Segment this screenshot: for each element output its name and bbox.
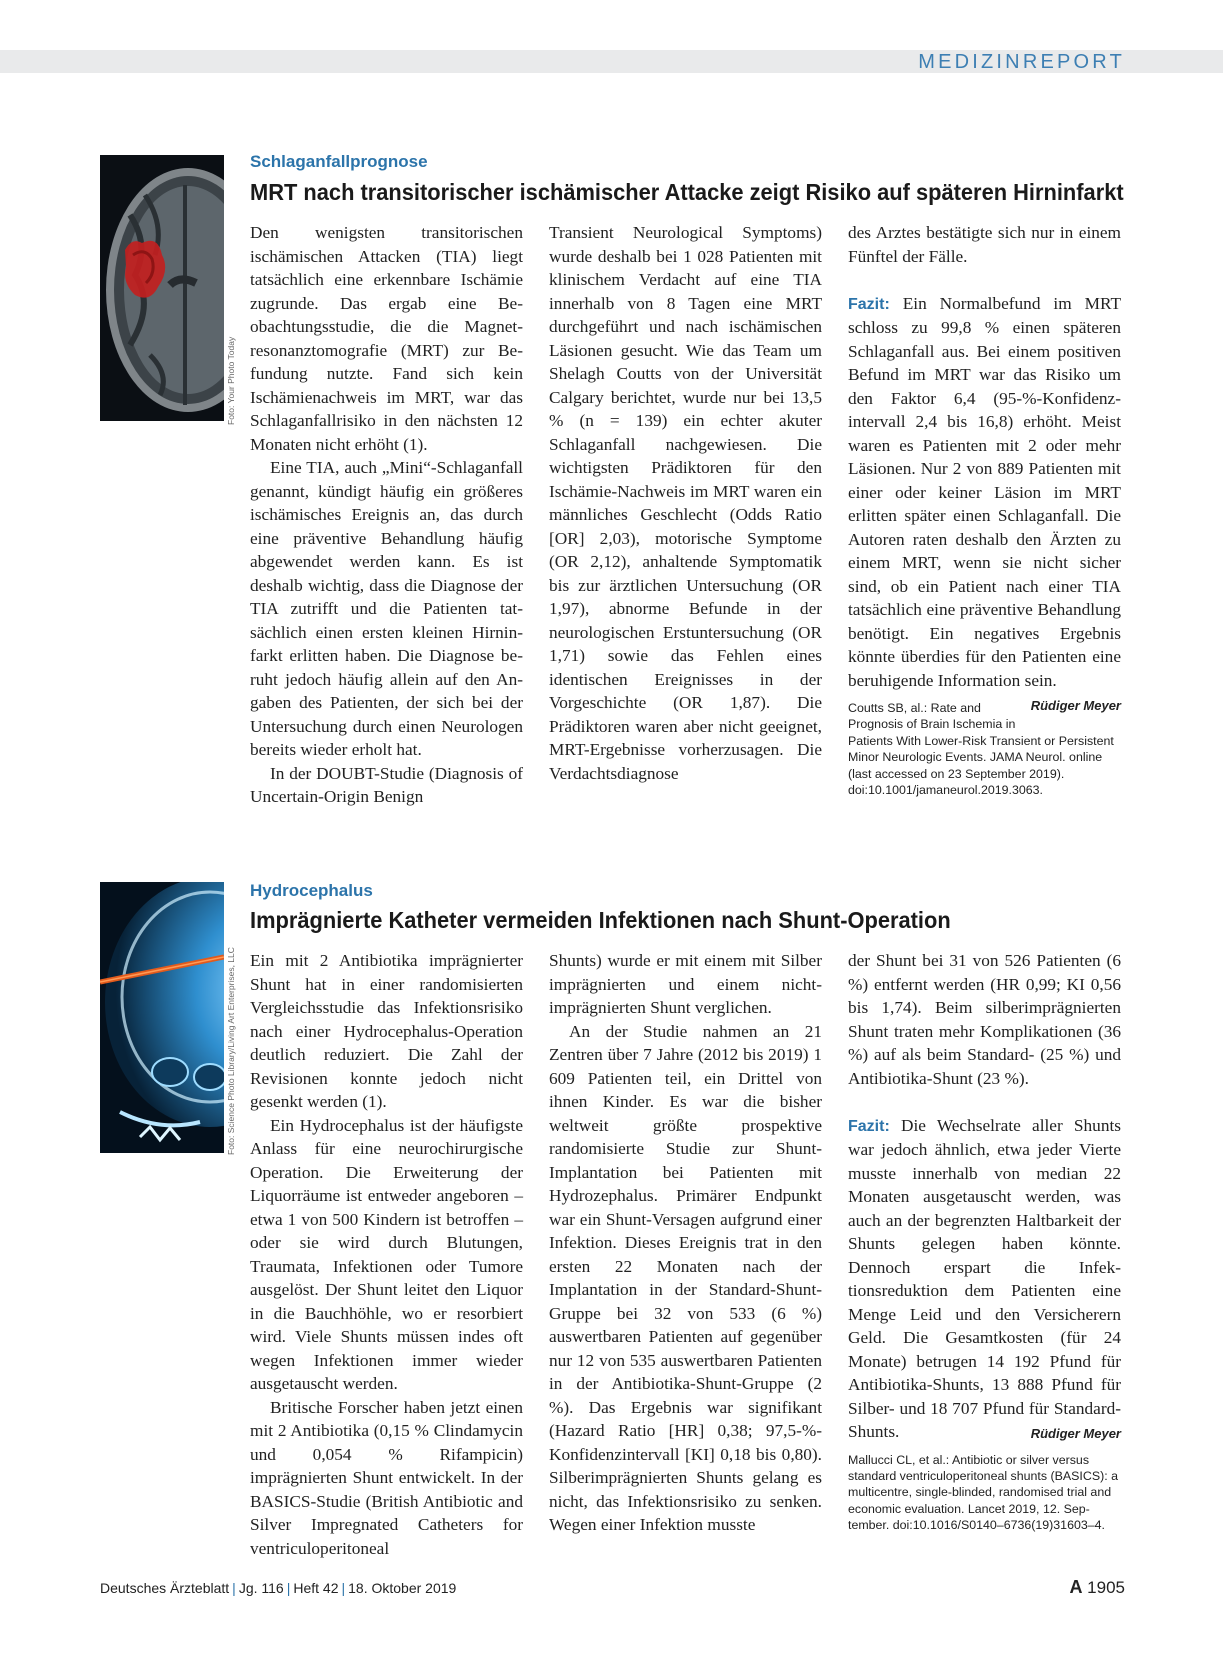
- article-column-2: [549, 221, 822, 785]
- paragraph: des Arztes bestätigte sich nur in einem Fünftel der Fälle.: [848, 223, 1121, 266]
- fazit-label: Fazit:: [848, 295, 890, 313]
- paragraph: der Shunt bei 31 von 526 Patienten (6 %) entfernt werden (HR 0,99; KI 0,56 bis 1,74). Beim silberimprägnierten Shunt traten mehr Komplikationen (36 %) auf als beim Standard- (25 %) und Antibiotika-Shunt (23 %).: [848, 951, 1121, 1088]
- article-title: MRT nach transitorischer ischämischer Attacke zeigt Risiko auf späteren Hirninfarkt: [250, 179, 1124, 205]
- paragraph: Transient Neurological Symptoms) wurde deshalb bei 1 028 Patienten mit klinischem Verdacht auf eine TIA innerhalb von 8 Tagen eine MRT durchgeführt und nach ischämischen Läsionen gesucht. Wie das Team um Shelagh Coutts von der Universität Calgary berichtet, wurde nur bei 13,5 % (n = 139) ein echter akuter Schlaganfall nachgewiesen. Die wichtigsten Prädiktoren für den Ischämie-Nachweis im MRT waren ein männliches Geschlecht (Odds Ratio [OR] 2,03), motorische Symptome (OR 2,12), anhaltende Symptomatik bis zur ärztlichen Untersuchung (OR 1,97), abnorme Befunde in der neurologischen Erstuntersuchung (OR 1,71) sowie das Fehlen eines identischen Ereignisses in der Vorgeschichte (OR 1,87). Die Prädiktoren waren aber nicht geeignet, MRT-Ergebnisse vorherzusagen. Die Verdachtsdiagnose: [549, 223, 822, 783]
- paragraph: Britische Forscher haben jetzt einen mit 2 Antibiotika (0,15 % Clindamycin und 0,054 % Rifampicin) imprägnierten Shunt entwickelt. In der BASICS-Studie (British Antibiotic and Silver Impregnated Catheters for ventriculoperitoneal: [250, 1397, 523, 1558]
- photo-credit: Foto: Your Photo Today: [226, 336, 236, 425]
- page-number-value: 1905: [1087, 1578, 1125, 1597]
- author: Rüdiger Meyer: [1030, 698, 1121, 713]
- paragraph: In der DOUBT-Studie (Diagnosis of Uncertain-Origin Benign: [250, 763, 523, 806]
- paragraph: An der Studie nahmen an 21 Zentren über 7 Jahre (2012 bis 2019) 1 609 Patienten teil, ein Drittel von ihnen Kinder. Es war die bisher weltweit größte prospektive randomisierte Studie zur Shunt-Implantation bei Patienten mit Hydrozephalus. Primärer Endpunkt war ein Shunt-Versagen aufgrund einer Infektion. Dieses Ereignis trat in den ersten 22 Monaten nach der Implantation in der Standard-Shunt-Gruppe bei 32 von 533 (6 %) auswertbaren Patienten auf gegenüber nur 12 von 535 auswertbaren Patienten in der Antibiotika-Shunt-Gruppe (2 %). Das Ergebnis war signifikant (Hazard Ratio [HR] 0,38; 97,5-%-Konfidenzintervall [KI] 0,18 bis 0,80). Silberimprägnierten Shunts gelang es nicht, das Infektionsrisiko zu senken. Wegen einer Infektion musste: [549, 1021, 822, 1534]
- issue: Heft 42: [293, 1580, 339, 1596]
- mri-brain-photo: [100, 155, 224, 421]
- fazit-label: Fazit:: [848, 1117, 890, 1135]
- fazit-text: Die Wechselrate aller Shunts war jedoch ähnlich, etwa jeder Vierte musste innerhalb von median 22 Monaten ausgetauscht werden, was auch an der begrenzten Haltbarkeit der Shunts gelegen haben könnte. Dennoch erspart die Infektionsreduktion dem Patienten eine Menge Leid und den Versicherern Geld. Die Gesamtkosten (für 24 Monate) betrugen 14 192 Pfund für Antibiotika-Shunts, 13 888 Pfund für Silber- und 18 707 Pfund für Standard-Shunts.: [848, 1115, 1121, 1441]
- article-column-1: [250, 949, 523, 1560]
- paragraph: Shunts) wurde er mit einem mit Silber imprägnierten und einem nicht-imprägnierten Shunt verglichen.: [549, 951, 822, 1017]
- article-kicker: Schlaganfallprognose: [250, 152, 428, 171]
- article-column-3: [848, 949, 1121, 1534]
- article-column-2: [549, 949, 822, 1537]
- journal-name: Deutsches Ärzteblatt: [100, 1580, 230, 1596]
- photo-credit: Foto: Science Photo Library/Living Art Enterprises, LLC: [226, 947, 236, 1155]
- issue-date: 18. Oktober 2019: [348, 1580, 457, 1596]
- article-column-3: [848, 221, 1121, 798]
- article-kicker: Hydrocephalus: [250, 881, 373, 900]
- article-column-1: [250, 221, 523, 809]
- paragraph: Den wenigsten transitorischen ischämischen Attacken (TIA) liegt tatsächlich eine erkennbare Ischämie zugrunde. Das ergab eine Beobachtungsstudie, die die Magnetresonanztomografie (MRT) zur Befundung nutzte. Fand sich kein Ischämienachweis im MRT, war das Schlaganfallrisiko in den nächsten 12 Monaten nicht erhöht (1).: [250, 223, 523, 454]
- footer-citation: Deutsches Ärzteblatt | Jg. 116 | Heft 42 | 18. Oktober 2019: [100, 1580, 457, 1596]
- page-prefix: A: [1069, 1577, 1083, 1597]
- fazit-text: Ein Normalbefund im MRT schloss zu 99,8 % einen späteren Schlaganfall aus. Bei einem positiven Befund im MRT war das Risiko um den Faktor 6,4 (95-%-Konfidenzintervall 2,4 bis 16,8) erhöht. Meist waren es Patienten mit 2 oder mehr Läsionen. Nur 2 von 889 Patienten mit einer oder keiner Läsion im MRT erlitten später einen Schlaganfall. Die Autoren raten deshalb den Ärzten zu einem MRT, wenn sie nicht sicher sind, ob ein Patient nach einer TIA tatsächlich eine präventive Behandlung benötigt. Ein negatives Ergebnis könnte überdies für den Patienten eine beruhigende Information sein.: [848, 293, 1121, 690]
- fazit-paragraph: [848, 1114, 1121, 1444]
- reference: Coutts SB, al.: Rate and Prognosis of Brain Ischemia in Patients With Lower-Risk Transient or Persistent Minor Neurologic Events. JAMA Neurol. online (last accessed on 23 September 2019). doi:10.1001/jamaneurol.2019.3063.: [848, 701, 1114, 798]
- xray-skull-photo: [100, 882, 224, 1153]
- volume: Jg. 116: [238, 1580, 284, 1596]
- paragraph: Eine TIA, auch „Mini“-Schlaganfall genannt, kündigt häufig ein größeres ischämisches Ereignis an, das durch eine präventive Behandlung häufig abgewendet werden kann. Es ist deshalb wichtig, dass die Diagnose der TIA zutrifft und die Patienten tatsächlich einen ersten kleinen Hirninfarkt erlitten haben. Die Diagnose beruht jedoch häufig allein auf den Angaben des Patienten, der sich bei der Untersuchung durch einen Neurologen bereits wieder erholt hat.: [250, 458, 523, 759]
- article-title: Imprägnierte Katheter vermeiden Infektionen nach Shunt-Operation: [250, 907, 951, 933]
- author: Rüdiger Meyer: [1030, 1426, 1121, 1441]
- reference: Mallucci CL, et al.: Antibiotic or silver versus standard ventriculoperitoneal shunts (BASICS): a multicentre, single-blinded, randomised trial and economic evaluation. Lancet 2019, 12. September. doi:10.1016/S0140–6736(19)31603–4.: [848, 1452, 1118, 1533]
- paragraph: Ein mit 2 Antibiotika imprägnierter Shunt hat in einer randomisierten Vergleichsstudie das Infektionsrisiko nach einer Hydrocephalus-Operation deutlich reduziert. Die Zahl der Revisionen konnte jedoch nicht gesenkt werden (1).: [250, 951, 523, 1111]
- paragraph: Ein Hydrocephalus ist der häufigste Anlass für eine neurochirurgische Operation. Die Erweiterung der Liquorräume ist entweder angeboren – etwa 1 von 500 Kindern ist betroffen – oder sie wird durch Blutungen, Traumata, Infektionen oder Tumore ausgelöst. Der Shunt leitet den Liquor in die Bauchhöhle, wo er resorbiert wird. Viele Shunts müssen indes oft wegen Infektionen immer wieder ausgetauscht werden.: [250, 1115, 523, 1393]
- fazit-paragraph: [848, 292, 1121, 713]
- section-label: MEDIZINREPORT: [918, 51, 1125, 73]
- page-number: [1069, 1577, 1125, 1598]
